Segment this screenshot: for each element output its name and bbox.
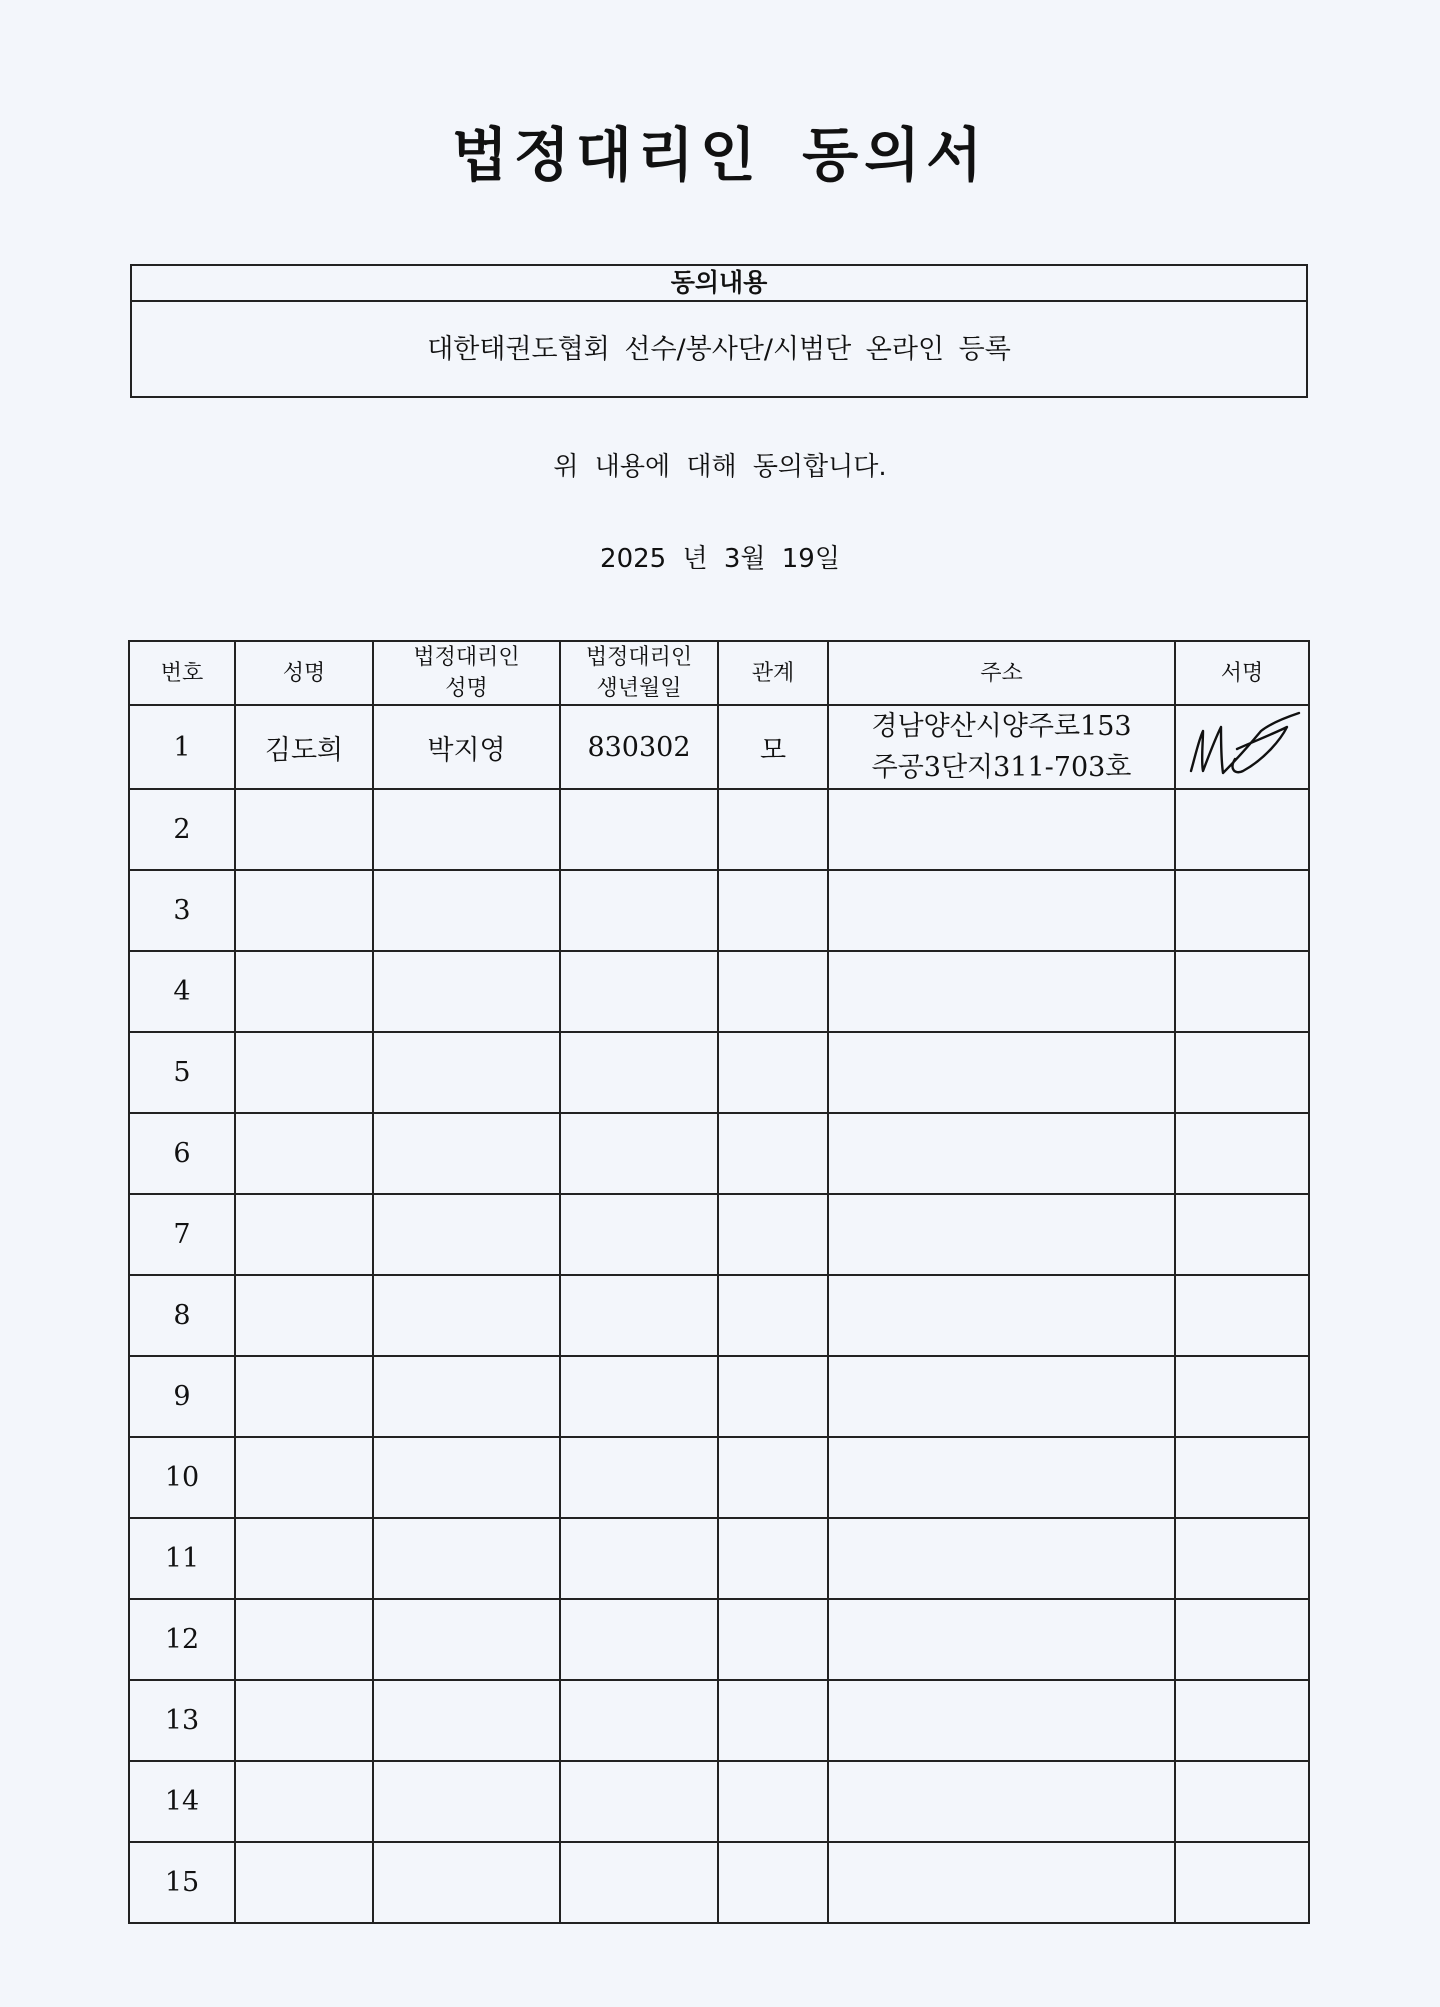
- signature-cell: [1175, 1275, 1309, 1356]
- signature-cell: [1175, 1761, 1309, 1842]
- guardian-birthdate: [560, 1194, 718, 1275]
- table-row: [129, 1761, 1309, 1842]
- address: [828, 1275, 1175, 1356]
- address-line2: 주공3단지311-703호: [871, 752, 1132, 783]
- row-number: 5: [129, 1032, 235, 1113]
- table-row: [129, 1599, 1309, 1680]
- relation: [718, 1194, 828, 1275]
- table-row: [129, 870, 1309, 951]
- guardian-name: [373, 951, 560, 1032]
- address: [828, 705, 1175, 789]
- student-name: [235, 951, 373, 1032]
- student-name: [235, 870, 373, 951]
- relation: [718, 789, 828, 870]
- address: [828, 1113, 1175, 1194]
- address: [828, 1437, 1175, 1518]
- guardian-name: [373, 1680, 560, 1761]
- row-number: 10: [129, 1437, 235, 1518]
- guardian-table: [128, 640, 1310, 1924]
- guardian-birthdate: [560, 1680, 718, 1761]
- row-number: 6: [129, 1113, 235, 1194]
- guardian-name: [373, 1032, 560, 1113]
- address: [828, 1194, 1175, 1275]
- guardian-name: [373, 1437, 560, 1518]
- guardian-name: [373, 1356, 560, 1437]
- guardian-birthdate: [560, 789, 718, 870]
- relation: [718, 1518, 828, 1599]
- student-name: [235, 1680, 373, 1761]
- handwritten-signature: [1177, 709, 1307, 785]
- signature-cell: [1175, 1194, 1309, 1275]
- address: [828, 1356, 1175, 1437]
- table-row: [129, 1275, 1309, 1356]
- address: [828, 1680, 1175, 1761]
- relation: [718, 1437, 828, 1518]
- table-row: [129, 705, 1309, 789]
- row-number: 2: [129, 789, 235, 870]
- address-line1: 경남양산시양주로153: [871, 711, 1132, 742]
- student-name: [235, 1032, 373, 1113]
- student-name: 김도희: [235, 705, 373, 789]
- relation: [718, 870, 828, 951]
- table-row: [129, 1113, 1309, 1194]
- relation: [718, 1032, 828, 1113]
- relation: [718, 951, 828, 1032]
- header-guardian-name: [373, 641, 560, 705]
- guardian-birthdate: [560, 1761, 718, 1842]
- table-row: [129, 1356, 1309, 1437]
- header-guardian-birth-line2: 생년월일: [596, 676, 682, 701]
- consent-box-header: 동의내용: [132, 266, 1306, 302]
- relation: [718, 1842, 828, 1923]
- address: [828, 951, 1175, 1032]
- guardian-name: [373, 1194, 560, 1275]
- consent-box-content: 대한태권도협회 선수/봉사단/시범단 온라인 등록: [427, 334, 1011, 365]
- student-name: [235, 1599, 373, 1680]
- table-header-row: [129, 641, 1309, 705]
- student-name: [235, 1518, 373, 1599]
- signature-cell: [1175, 1437, 1309, 1518]
- signature-cell: [1175, 1032, 1309, 1113]
- table-row: [129, 1032, 1309, 1113]
- header-guardian-birth-line1: 법정대리인: [585, 645, 693, 670]
- row-number: 11: [129, 1518, 235, 1599]
- address: [828, 1761, 1175, 1842]
- guardian-name: [373, 1113, 560, 1194]
- address: [828, 1518, 1175, 1599]
- header-signature: 서명: [1175, 641, 1309, 705]
- guardian-name: [373, 1599, 560, 1680]
- guardian-birthdate: [560, 1356, 718, 1437]
- header-guardian-name-line1: 법정대리인: [413, 645, 520, 670]
- guardian-name: 박지영: [373, 705, 560, 789]
- header-name: 성명: [235, 641, 373, 705]
- signature-cell: [1175, 1113, 1309, 1194]
- relation: [718, 1599, 828, 1680]
- signature-cell: [1175, 870, 1309, 951]
- guardian-name: [373, 789, 560, 870]
- student-name: [235, 1194, 373, 1275]
- row-number: 14: [129, 1761, 235, 1842]
- guardian-birthdate: [560, 951, 718, 1032]
- student-name: [235, 1113, 373, 1194]
- guardian-name: [373, 1518, 560, 1599]
- consent-date: 2025 년 3월 19일: [600, 544, 840, 574]
- address: [828, 1032, 1175, 1113]
- table-row: [129, 1437, 1309, 1518]
- guardian-birthdate: [560, 1275, 718, 1356]
- student-name: [235, 1275, 373, 1356]
- signature-cell: [1175, 951, 1309, 1032]
- row-number: 1: [129, 705, 235, 789]
- signature-cell: [1175, 705, 1309, 789]
- row-number: 15: [129, 1842, 235, 1923]
- relation: [718, 1275, 828, 1356]
- table-row: [129, 1194, 1309, 1275]
- guardian-birthdate: [560, 1032, 718, 1113]
- table-row: [129, 789, 1309, 870]
- address: [828, 1599, 1175, 1680]
- row-number: 3: [129, 870, 235, 951]
- signature-cell: [1175, 1842, 1309, 1923]
- guardian-name: [373, 1761, 560, 1842]
- guardian-birthdate: [560, 870, 718, 951]
- consent-box: [130, 264, 1308, 398]
- header-guardian-name-line2: 성명: [445, 676, 488, 701]
- guardian-name: [373, 870, 560, 951]
- row-number: 7: [129, 1194, 235, 1275]
- table-row: [129, 1842, 1309, 1923]
- header-guardian-birth: [560, 641, 718, 705]
- guardian-name: [373, 1842, 560, 1923]
- table-row: [129, 1518, 1309, 1599]
- student-name: [235, 1437, 373, 1518]
- guardian-birthdate: [560, 1113, 718, 1194]
- guardian-birthdate: [560, 1518, 718, 1599]
- table-row: [129, 951, 1309, 1032]
- row-number: 4: [129, 951, 235, 1032]
- relation: [718, 1113, 828, 1194]
- row-number: 12: [129, 1599, 235, 1680]
- guardian-name: [373, 1275, 560, 1356]
- relation: [718, 1680, 828, 1761]
- guardian-birthdate: [560, 1437, 718, 1518]
- relation: [718, 1356, 828, 1437]
- student-name: [235, 1356, 373, 1437]
- relation: [718, 1761, 828, 1842]
- guardian-birthdate: [560, 1599, 718, 1680]
- address: [828, 1842, 1175, 1923]
- signature-cell: [1175, 1518, 1309, 1599]
- address: [828, 870, 1175, 951]
- signature-cell: [1175, 1599, 1309, 1680]
- document-title: 법정대리인 동의서: [451, 121, 989, 189]
- guardian-birthdate: [560, 1842, 718, 1923]
- row-number: 9: [129, 1356, 235, 1437]
- header-address: 주소: [828, 641, 1175, 705]
- relation: 모: [718, 705, 828, 789]
- student-name: [235, 789, 373, 870]
- row-number: 8: [129, 1275, 235, 1356]
- signature-cell: [1175, 789, 1309, 870]
- signature-cell: [1175, 1356, 1309, 1437]
- signature-cell: [1175, 1680, 1309, 1761]
- table-row: [129, 1680, 1309, 1761]
- header-relation: 관계: [718, 641, 828, 705]
- header-no: 번호: [129, 641, 235, 705]
- row-number: 13: [129, 1680, 235, 1761]
- address: [828, 789, 1175, 870]
- consent-statement: 위 내용에 대해 동의합니다.: [553, 452, 887, 482]
- student-name: [235, 1761, 373, 1842]
- guardian-birthdate: 830302: [560, 705, 718, 789]
- student-name: [235, 1842, 373, 1923]
